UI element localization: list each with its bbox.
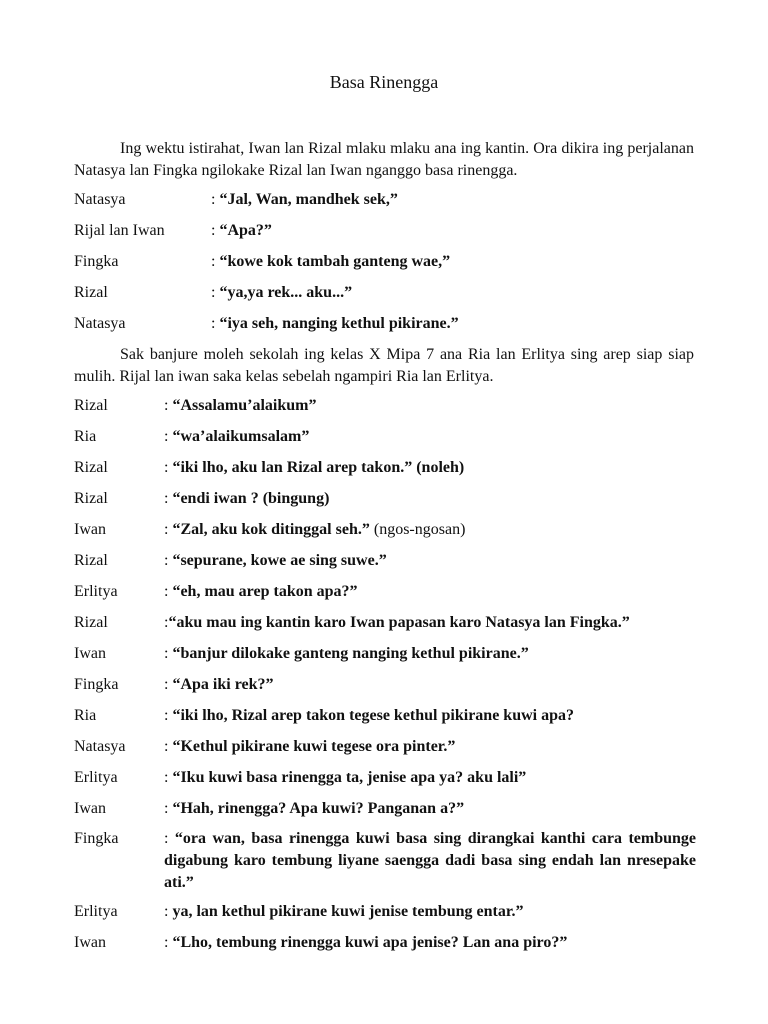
- dialogue-text: : “kowe kok tambah ganteng wae,”: [211, 253, 451, 270]
- speaker-name: Natasya: [74, 315, 126, 332]
- speaker-name: Iwan: [74, 521, 106, 538]
- speaker-name: Erlitya: [74, 583, 118, 600]
- speaker-name: Rijal lan Iwan: [74, 222, 165, 239]
- speaker-name: Rizal: [74, 459, 108, 476]
- dialogue-text: : “banjur dilokake ganteng nanging kethul pikirane.”: [164, 645, 529, 662]
- dialogue-text: : “Jal, Wan, mandhek sek,”: [211, 191, 398, 208]
- dialogue-text: : “eh, mau arep takon apa?”: [164, 583, 358, 600]
- speaker-name: Rizal: [74, 397, 108, 414]
- dialogue-text: : “iki lho, Rizal arep takon tegese kethul pikirane kuwi apa?: [164, 707, 574, 724]
- speaker-name: Natasya: [74, 738, 126, 755]
- dialogue-text: : “iki lho, aku lan Rizal arep takon.” (noleh): [164, 459, 465, 476]
- speaker-name: Ria: [74, 428, 97, 445]
- speaker-name: Fingka: [74, 676, 119, 693]
- speaker-name: Iwan: [74, 934, 106, 951]
- speaker-name: Rizal: [74, 614, 108, 631]
- dialogue-text: : “Apa iki rek?”: [164, 676, 274, 693]
- speaker-name: Iwan: [74, 645, 106, 662]
- dialogue-text: : “Assalamu’alaikum”: [164, 397, 317, 414]
- speaker-name: Ria: [74, 707, 97, 724]
- stage-note: (ngos-ngosan): [369, 521, 466, 538]
- speaker-name: Rizal: [74, 552, 108, 569]
- dialogue-text: : “ora wan, basa rinengga kuwi basa sing dirangkai kanthi cara tembunge digabung karo tembung liyane saengga dadi basa sing endah lan nresepake ati.”: [164, 830, 696, 891]
- dialogue-text: : “endi iwan ? (bingung): [164, 490, 330, 507]
- page-title: Basa Rinengga: [329, 72, 439, 92]
- dialogue-text: : “Kethul pikirane kuwi tegese ora pinter.”: [164, 738, 456, 755]
- speaker-name: Natasya: [74, 191, 126, 208]
- dialogue-text: : “Iku kuwi basa rinengga ta, jenise apa ya? aku lali”: [164, 769, 527, 786]
- speaker-name: Iwan: [74, 800, 106, 817]
- dialogue-text: : “Apa?”: [211, 222, 272, 239]
- speaker-name: Rizal: [74, 490, 108, 507]
- narrative-paragraph-2: Sak banjure moleh sekolah ing kelas X Mipa 7 ana Ria lan Erlitya sing arep siap siap mulih. Rijal lan iwan saka kelas sebelah ngampiri Ria lan Erlitya.: [74, 346, 694, 385]
- dialogue-text: : “Lho, tembung rinengga kuwi apa jenise? Lan ana piro?”: [164, 934, 568, 951]
- dialogue-text: : “Hah, rinengga? Apa kuwi? Panganan a?”: [164, 800, 465, 817]
- dialogue-text: : “ya,ya rek... aku...”: [211, 284, 353, 301]
- narrative-paragraph-1: Ing wektu istirahat, Iwan lan Rizal mlaku mlaku ana ing kantin. Ora dikira ing perjalanan Natasya lan Fingka ngilokake Rizal lan Iwan nganggo basa rinengga.: [74, 140, 694, 179]
- dialogue-text: :“aku mau ing kantin karo Iwan papasan karo Natasya lan Fingka.”: [164, 614, 630, 631]
- dialogue-text: : “iya seh, nanging kethul pikirane.”: [211, 315, 459, 332]
- speaker-name: Erlitya: [74, 769, 118, 786]
- dialogue-text: : ya, lan kethul pikirane kuwi jenise tembung entar.”: [164, 903, 524, 920]
- speaker-name: Rizal: [74, 284, 108, 301]
- dialogue-text: : “wa’alaikumsalam”: [164, 428, 310, 445]
- dialogue-text: : “Zal, aku kok ditinggal seh.” (ngos-ngosan): [164, 521, 466, 538]
- dialogue-text: : “sepurane, kowe ae sing suwe.”: [164, 552, 387, 569]
- speaker-name: Fingka: [74, 253, 119, 270]
- speaker-name: Erlitya: [74, 903, 118, 920]
- speaker-name: Fingka: [74, 830, 119, 847]
